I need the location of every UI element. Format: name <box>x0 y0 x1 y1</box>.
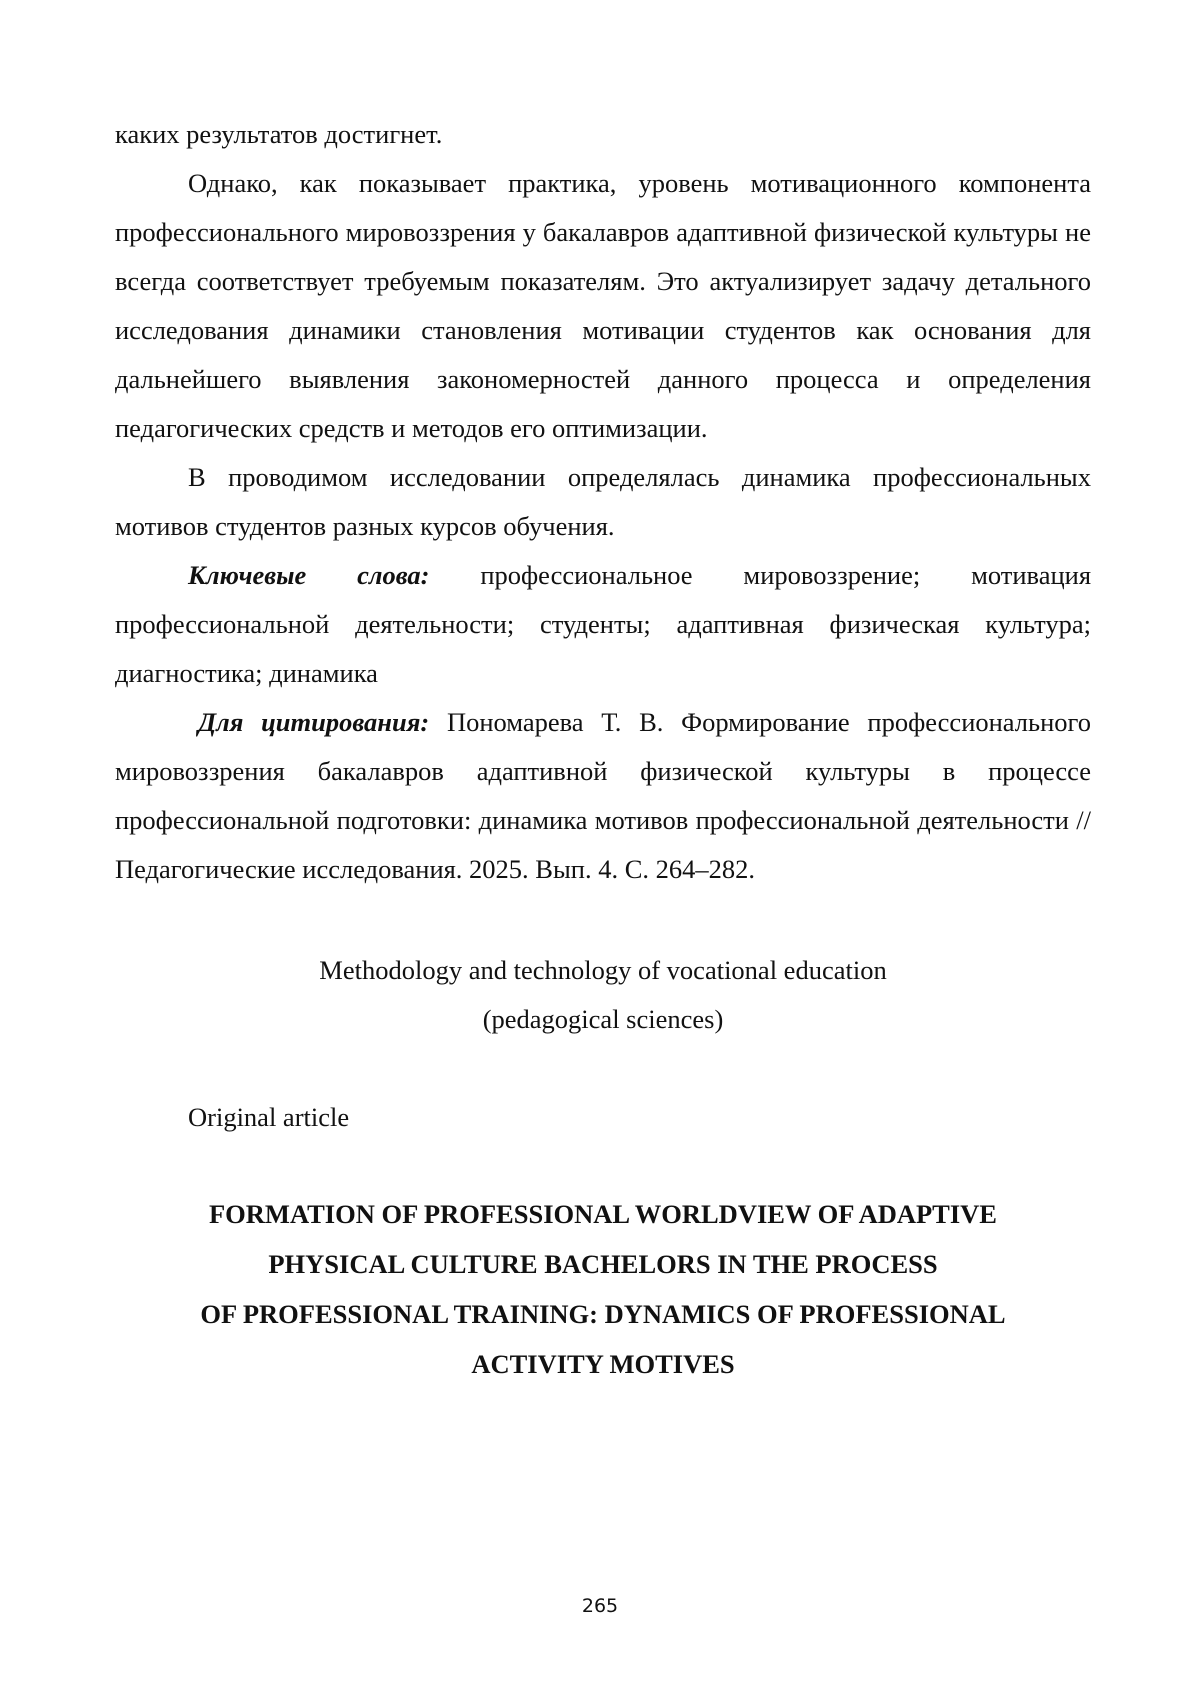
section-line-1: Methodology and technology of vocational education <box>319 955 887 985</box>
paragraph-continuation: каких результатов достигнет. <box>115 119 443 149</box>
title-line-4: ACTIVITY MOTIVES <box>471 1349 735 1379</box>
title-line-1: FORMATION OF PROFESSIONAL WORLDVIEW OF ADAPTIVE <box>209 1199 997 1229</box>
keywords-text: профессиональное мировоззрение; мотивация профессиональной деятельности; студенты; адаптивная физическая культура; диагностика; динамика <box>115 560 1092 688</box>
title-line-2: PHYSICAL CULTURE BACHELORS IN THE PROCESS <box>268 1249 938 1279</box>
russian-body-text <box>115 110 1091 894</box>
citation-text: Пономарева Т. В. Формирование профессионального мировоззрения бакалавров адаптивной физической культуры в процессе профессиональной подготовки: динамика мотивов профессиональной деятельности // Педагогические исследования. 2025. Вып. 4. С. 264–282. <box>115 707 1092 884</box>
section-heading <box>115 946 1091 1044</box>
paragraph-motivation: Однако, как показывает практика, уровень мотивационного компонента профессионального мировоззрения у бакалавров адаптивной физической культуры не всегда соответствует требуемым показателям. Это актуализирует задачу детального исследования динамики становления мотивации студентов как основания для дальнейшего выявления закономерностей данного процесса и определения педагогических средств и методов его оптимизации. <box>115 168 1091 443</box>
section-line-2: (pedagogical sciences) <box>482 1004 724 1034</box>
keywords-label: Ключевые слова: <box>188 560 430 590</box>
paragraph-research: В проводимом исследовании определялась динамика профессиональных мотивов студентов разных курсов обучения. <box>115 462 1091 541</box>
title-line-3: OF PROFESSIONAL TRAINING: DYNAMICS OF PROFESSIONAL <box>200 1299 1006 1329</box>
keywords-paragraph <box>115 551 1091 698</box>
article-title <box>115 1189 1091 1389</box>
page-number: 265 <box>581 1595 619 1617</box>
article-type: Original article <box>188 1102 350 1132</box>
citation-label: Для цитирования: <box>198 707 430 737</box>
citation-paragraph <box>115 698 1091 894</box>
